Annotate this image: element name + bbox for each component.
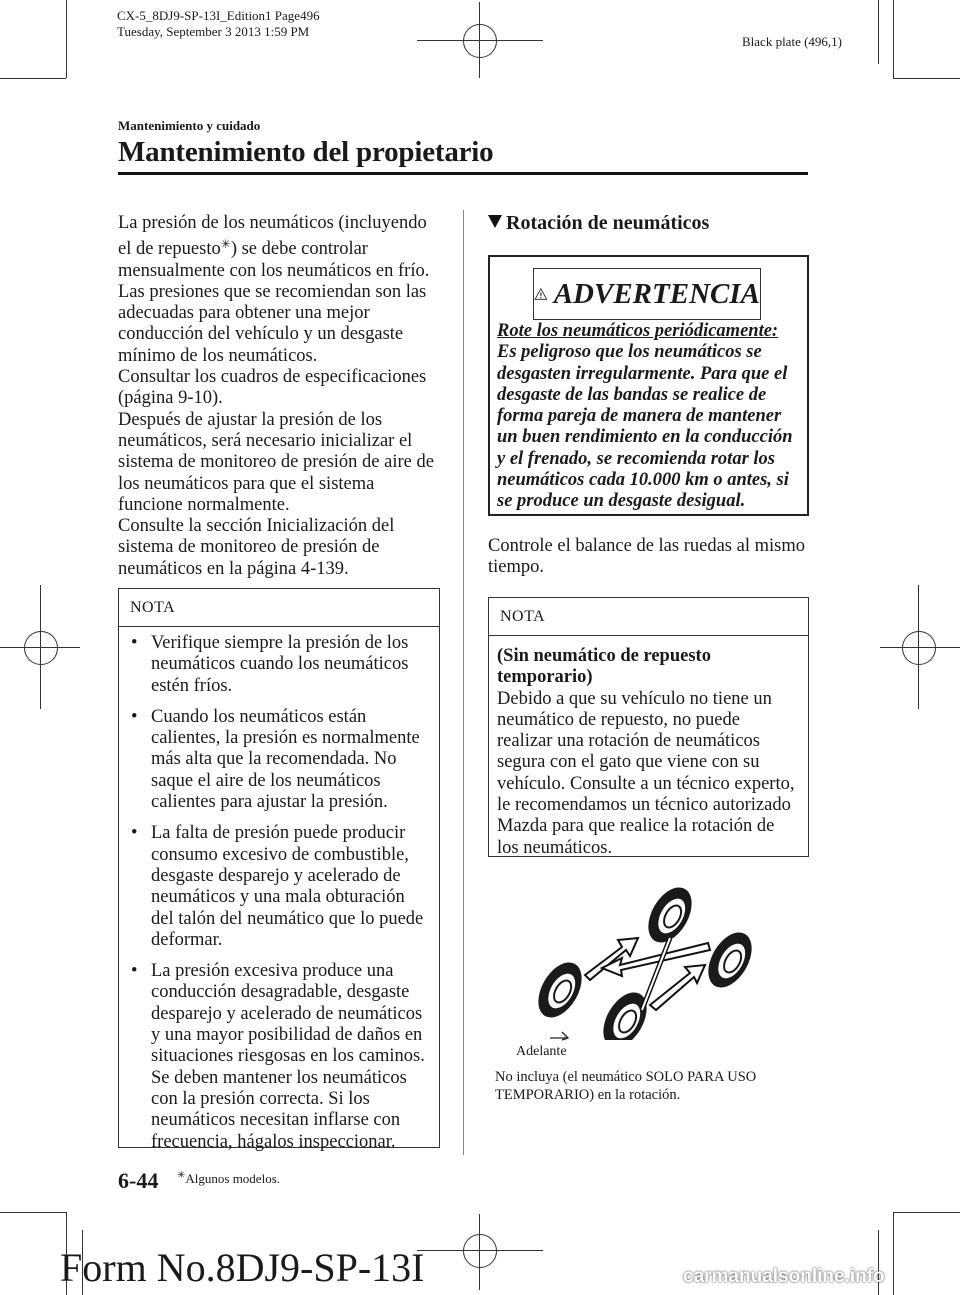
- triangle-marker-icon: [488, 215, 502, 228]
- crop-mark: [66, 0, 67, 78]
- list-item: • Verifique siempre la presión de los neumáticos cuando los neumáticos estén fríos.: [129, 633, 431, 697]
- paragraph: Después de ajustar la presión de los neumáticos, será necesario inicializar el sistema de monitoreo de presión de aire de los neumáticos para que el sistema funcione normalmente.: [118, 409, 434, 515]
- forward-label: Adelante: [516, 1044, 567, 1059]
- figure-caption: No incluya (el neumático SOLO PARA USO TEMPORARIO) en la rotación.: [495, 1069, 757, 1103]
- note-body: [489, 636, 808, 859]
- registration-mark: [463, 1234, 497, 1268]
- footnote-text: Algunos modelos.: [185, 1171, 281, 1186]
- note-subheading: (Sin neumático de repuesto temporario): [497, 646, 711, 688]
- warning-title-text: ADVERTENCIA: [553, 277, 760, 310]
- list-item: • Cuando los neumáticos están calientes, la presión es normalmente más alta que la recomendada. No saque el aire de los neumáticos calientes para ajustar la presión.: [129, 707, 431, 813]
- warning-box: [488, 255, 809, 516]
- note-text: Debido a que su vehículo no tiene un neumático de repuesto, no puede realizar una rotación de neumáticos segura con el gato que viene con su vehículo. Consulte a un técnico experto, le recomendamos un técnico autorizado Mazda para que realice la rotación de los neumáticos.: [497, 688, 795, 858]
- page-number: 6-44: [118, 1168, 159, 1193]
- watermark: carmanualsonline.info: [683, 1266, 885, 1287]
- warning-text: [497, 321, 799, 513]
- page-title: Mantenimiento del propietario: [118, 136, 494, 168]
- crop-mark: [893, 0, 894, 78]
- asterisk-icon: ✳: [177, 1170, 186, 1181]
- crop-mark: [0, 1212, 66, 1213]
- section-heading-text: Rotación de neumáticos: [506, 212, 710, 234]
- warning-body: Es peligroso que los neumáticos se desgasten irregularmente. Para que el desgaste de las bandas se realice de forma pareja de manera de mantener un buen rendimiento en la conducción y el frenado, se recomienda rotar los neumáticos cada 10.000 km o antes, si se produce un desgaste desigual.: [497, 342, 793, 512]
- footnote: [177, 1170, 280, 1187]
- note-box: [488, 597, 809, 857]
- note-box: [118, 588, 440, 1152]
- crop-mark: [878, 0, 879, 64]
- title-rule: [118, 172, 808, 175]
- print-info-line: Tuesday, September 3 2013 1:59 PM: [117, 24, 310, 39]
- note-list: [119, 627, 439, 1153]
- tire-icon: [530, 955, 591, 1025]
- note-heading: NOTA: [119, 589, 439, 627]
- paragraph-text: ) se debe controlar mensualmente con los neumáticos en frío. Las presiones que se recomiendan son las adecuadas para obtener una mejor conducción del vehículo y un desgaste mínimo de los neumáticos.: [118, 239, 430, 366]
- list-item: • La falta de presión puede producir consumo excesivo de combustible, desgaste desparejo y acelerado de neumáticos y una mala obturación del talón del neumático que lo puede deformar.: [129, 823, 431, 951]
- registration-mark: [24, 631, 58, 665]
- section-heading: [488, 212, 709, 235]
- crop-mark: [893, 1212, 960, 1213]
- crop-mark: [893, 1212, 894, 1295]
- asterisk-icon: ✳: [220, 237, 231, 252]
- warning-title: [533, 268, 761, 320]
- warning-triangle-icon: [534, 282, 548, 306]
- tire-icon: [699, 925, 760, 995]
- print-info: [117, 8, 320, 40]
- tire-rotation-diagram: [530, 880, 770, 1040]
- registration-mark: [902, 631, 936, 665]
- forward-arrow-icon: [548, 1028, 572, 1042]
- list-item: • La presión excesiva produce una conducción desagradable, desgaste desparejo y acelerado de neumáticos y una mayor posibilidad de daños en situaciones riesgosas en los caminos. Se deben mantener los neumáticos con la presión correcta. Si los neumáticos necesitan inflarse con frecuencia, hágalos inspeccionar.: [129, 961, 431, 1153]
- warning-lead: Rote los neumáticos periódicamente:: [497, 321, 779, 341]
- note-heading: NOTA: [489, 598, 808, 636]
- paragraph: Consultar los cuadros de especificaciones (página 9-10).: [118, 367, 427, 409]
- form-number: Form No.8DJ9-SP-13I: [60, 1245, 425, 1290]
- crop-mark: [0, 78, 66, 79]
- paragraph: Controle el balance de las ruedas al mismo tiempo.: [488, 536, 805, 578]
- section-label: Mantenimiento y cuidado: [118, 118, 261, 133]
- crop-mark: [893, 78, 960, 79]
- paragraph-text: La presión de los neumáticos (incluyendo el de repuesto: [118, 213, 427, 260]
- print-info-line: CX-5_8DJ9-SP-13I_Edition1 Page496: [117, 8, 320, 23]
- paragraph: Consulte la sección Inicialización del sistema de monitoreo de presión de neumáticos en la página 4-139.: [118, 516, 395, 579]
- paragraph: [118, 213, 443, 367]
- registration-mark: [463, 24, 497, 58]
- left-column-text: [118, 213, 443, 580]
- column-divider: [463, 210, 464, 1155]
- plate-label: Black plate (496,1): [742, 34, 842, 49]
